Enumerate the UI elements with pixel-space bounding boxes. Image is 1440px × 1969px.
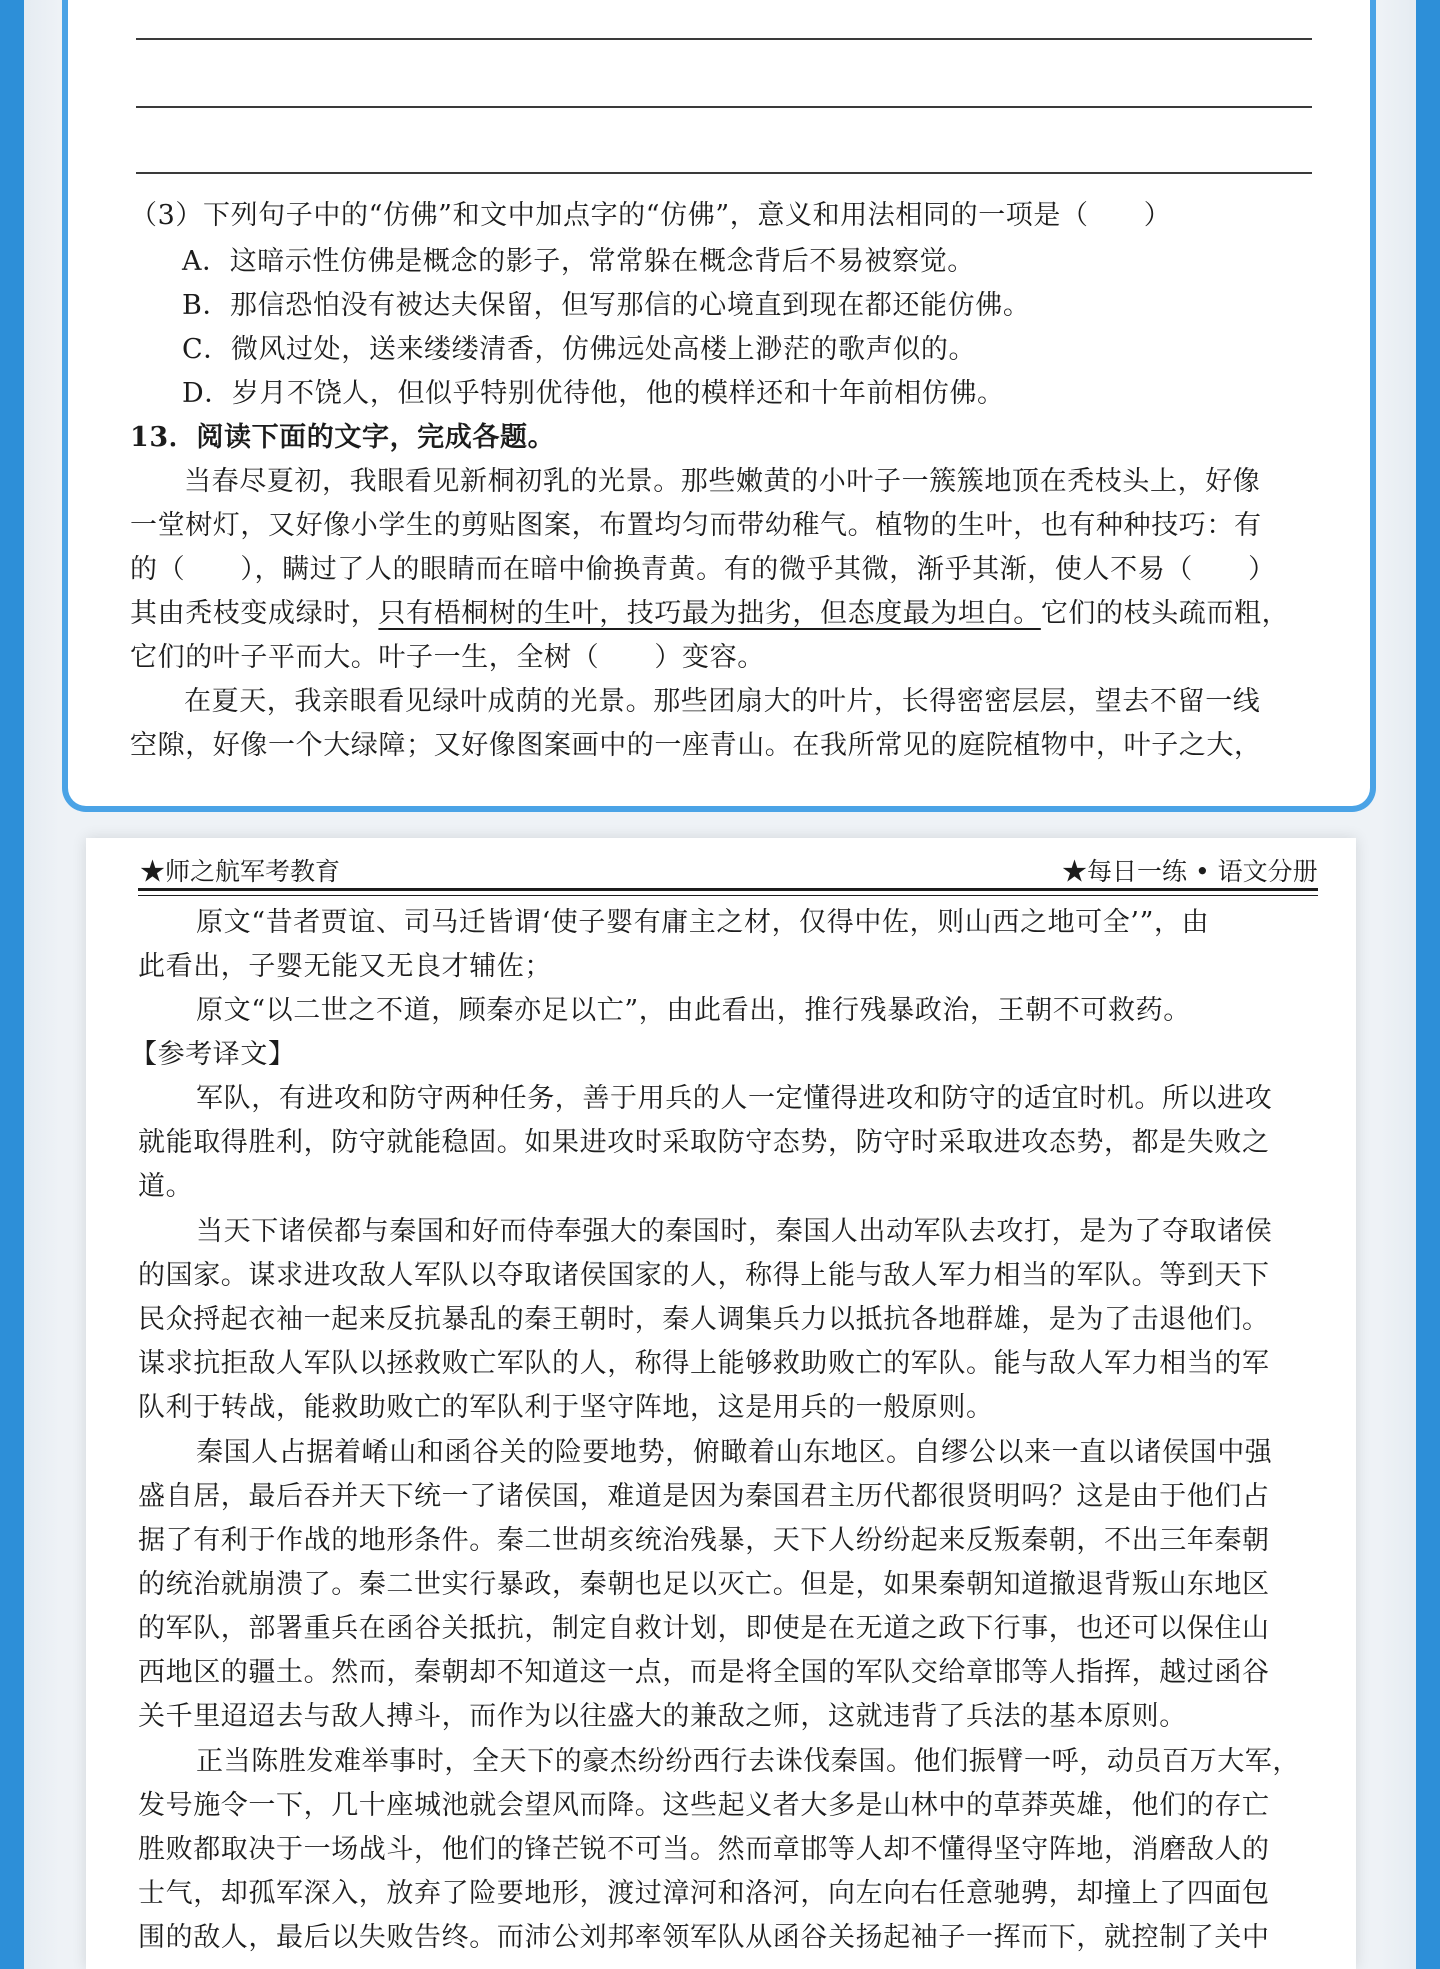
translation-line: 秦国人占据着崤山和函谷关的险要地势，俯瞰着山东地区。自缪公以来一直以诸侯国中强 — [196, 1437, 1273, 1468]
translation-line: 正当陈胜发难举事时，全天下的豪杰纷纷西行去诛伐秦国。他们振臂一呼，动员百万大军， — [196, 1746, 1300, 1777]
analysis-line: 原文“昔者贾谊、司马迁皆谓‘使子婴有庸主之材，仅得中佐，则山西之地可全’”，由 — [196, 907, 1210, 938]
question-13-title: 13．阅读下面的文字，完成各题。 — [130, 422, 556, 453]
passage-line: 它们的叶子平而大。叶子一生，全树（ ）变容。 — [130, 642, 765, 673]
passage-line: 在夏天，我亲眼看见绿叶成荫的光景。那些团扇大的叶片，长得密密层层，望去不留一线 — [184, 686, 1261, 717]
translation-line: 就能取得胜利，防守就能稳固。如果进攻时采取防守态势，防守时采取进攻态势，都是失败之 — [138, 1127, 1270, 1158]
option-c: C．微风过处，送来缕缕清香，仿佛远处高楼上渺茫的歌声似的。 — [182, 334, 977, 365]
translation-line: 当天下诸侯都与秦国和好而侍奉强大的秦国时，秦国人出动军队去攻打，是为了夺取诸侯 — [196, 1216, 1273, 1247]
translation-line: 的军队，部署重兵在函谷关抵抗，制定自救计划，即使是在无道之政下行事，也还可以保住山 — [138, 1613, 1270, 1644]
header-right-title: ★每日一练 • 语文分册 — [1062, 857, 1318, 886]
analysis-line: 此看出，子婴无能又无良才辅佐； — [138, 951, 552, 982]
translation-line: 队利于转战，能救助败亡的军队利于坚守阵地，这是用兵的一般原则。 — [138, 1392, 994, 1423]
translation-line: 民众捋起衣袖一起来反抗暴乱的秦王朝时，秦人调集兵力以抵抗各地群雄，是为了击退他们。 — [138, 1304, 1270, 1335]
underlined-sentence: 只有梧桐树的生叶，技巧最为拙劣，但态度最为坦白。 — [378, 598, 1041, 629]
translation-line: 军队，有进攻和防守两种任务，善于用兵的人一定懂得进攻和防守的适宜时机。所以进攻 — [196, 1083, 1273, 1114]
option-d: D．岁月不饶人，但似乎特别优待他，他的模样还和十年前相仿佛。 — [182, 378, 1005, 409]
answer-line-1 — [136, 38, 1312, 40]
answer-line-3 — [136, 172, 1312, 174]
passage-text: 它们的枝头疏而粗， — [1040, 598, 1290, 629]
translation-line: 胜败都取决于一场战斗，他们的锋芒锐不可当。然而章邯等人却不懂得坚守阵地，消磨敌人的 — [138, 1834, 1270, 1865]
header-left-brand: ★师之航军考教育 — [140, 857, 341, 886]
translation-line: 围的敌人，最后以失败告终。而沛公刘邦率领军队从函谷关扬起袖子一挥而下，就控制了关中 — [138, 1922, 1270, 1953]
translation-line: 盛自居，最后吞并天下统一了诸侯国，难道是因为秦国君主历代都很贤明吗？这是由于他们占 — [138, 1481, 1270, 1512]
passage-line: 空隙，好像一个大绿障；又好像图案画中的一座青山。在我所常见的庭院植物中，叶子之大， — [130, 730, 1262, 761]
translation-line: 的统治就崩溃了。秦二世实行暴政，秦朝也足以灭亡。但是，如果秦朝知道撤退背叛山东地区 — [138, 1569, 1270, 1600]
passage-line: 当春尽夏初，我眼看见新桐初乳的光景。那些嫩黄的小叶子一簇簇地顶在秃枝头上，好像 — [184, 466, 1261, 497]
translation-line: 据了有利于作战的地形条件。秦二世胡亥统治残暴，天下人纷纷起来反叛秦朝，不出三年秦朝 — [138, 1525, 1270, 1556]
translation-line: 西地区的疆土。然而，秦朝却不知道这一点，而是将全国的军队交给章邯等人指挥，越过函谷 — [138, 1657, 1270, 1688]
translation-line: 发号施令一下，几十座城池就会望风而降。这些起义者大多是山林中的草莽英雄，他们的存亡 — [138, 1790, 1270, 1821]
left-blue-border — [0, 0, 24, 1969]
option-b: B．那信恐怕没有被达夫保留，但写那信的心境直到现在都还能仿佛。 — [182, 290, 1031, 321]
translation-line: 道。 — [138, 1171, 194, 1202]
question-3-stem: （3）下列句子中的“仿佛”和文中加点字的“仿佛”，意义和用法相同的一项是（ ） — [130, 200, 1172, 231]
question-page — [62, 0, 1376, 812]
header-rule-thick — [138, 888, 1318, 891]
header-rule-thin — [138, 895, 1318, 896]
answer-line-2 — [136, 106, 1312, 108]
right-blue-border — [1416, 0, 1440, 1969]
translation-line: 谋求抗拒敌人军队以拯救败亡军队的人，称得上能够救助败亡的军队。能与敌人军力相当的军 — [138, 1348, 1270, 1379]
passage-text: 其由秃枝变成绿时， — [130, 598, 379, 629]
translation-line: 士气，却孤军深入，放弃了险要地形，渡过漳河和洛河，向左向右任意驰骋，却撞上了四面包 — [138, 1878, 1270, 1909]
option-a: A．这暗示性仿佛是概念的影子，常常躲在概念背后不易被察觉。 — [182, 246, 975, 277]
reference-translation-title: 【参考译文】 — [130, 1039, 296, 1070]
passage-line — [130, 596, 1289, 632]
passage-line: 一堂树灯，又好像小学生的剪贴图案，布置均匀而带幼稚气。植物的生叶，也有种种技巧：有 — [130, 510, 1262, 541]
translation-line: 的国家。谋求进攻敌人军队以夺取诸侯国家的人，称得上能与敌人军力相当的军队。等到天下 — [138, 1260, 1270, 1291]
passage-line: 的（ ），瞒过了人的眼睛而在暗中偷换青黄。有的微乎其微，渐乎其渐，使人不易（ ） — [130, 554, 1276, 585]
translation-line: 关千里迢迢去与敌人搏斗，而作为以往盛大的兼敌之师，这就违背了兵法的基本原则。 — [138, 1701, 1187, 1732]
analysis-line: 原文“以二世之不道，顾秦亦足以亡”，由此看出，推行残暴政治，王朝不可救药。 — [196, 995, 1191, 1026]
